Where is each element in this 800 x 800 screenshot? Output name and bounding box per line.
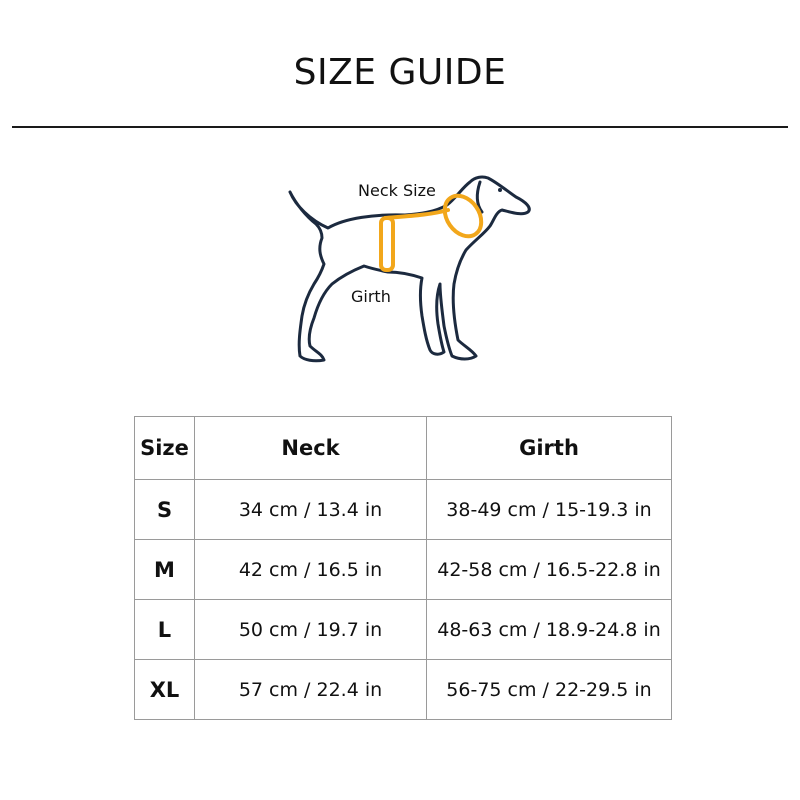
size-cell: S (135, 480, 195, 540)
page-title: SIZE GUIDE (293, 52, 507, 93)
header-girth: Girth (427, 417, 672, 480)
dog-eye (498, 188, 502, 192)
size-cell: M (135, 540, 195, 600)
neck-cell: 34 cm / 13.4 in (195, 480, 427, 540)
size-cell: XL (135, 660, 195, 720)
table-header-row (135, 417, 672, 480)
dog-body-outline (290, 177, 529, 361)
neck-size-label: Neck Size (358, 181, 436, 200)
neck-cell: 57 cm / 22.4 in (195, 660, 427, 720)
girth-cell: 48-63 cm / 18.9-24.8 in (427, 600, 672, 660)
table-row (135, 540, 672, 600)
size-chart-table (134, 416, 672, 720)
girth-cell: 38-49 cm / 15-19.3 in (427, 480, 672, 540)
header-neck: Neck (195, 417, 427, 480)
girth-measure-band (381, 218, 393, 270)
table-row (135, 480, 672, 540)
table-row (135, 660, 672, 720)
table-row (135, 600, 672, 660)
girth-cell: 42-58 cm / 16.5-22.8 in (427, 540, 672, 600)
title-divider (12, 126, 788, 128)
neck-cell: 42 cm / 16.5 in (195, 540, 427, 600)
girth-cell: 56-75 cm / 22-29.5 in (427, 660, 672, 720)
header-size: Size (135, 417, 195, 480)
neck-cell: 50 cm / 19.7 in (195, 600, 427, 660)
size-cell: L (135, 600, 195, 660)
girth-label: Girth (351, 287, 391, 306)
